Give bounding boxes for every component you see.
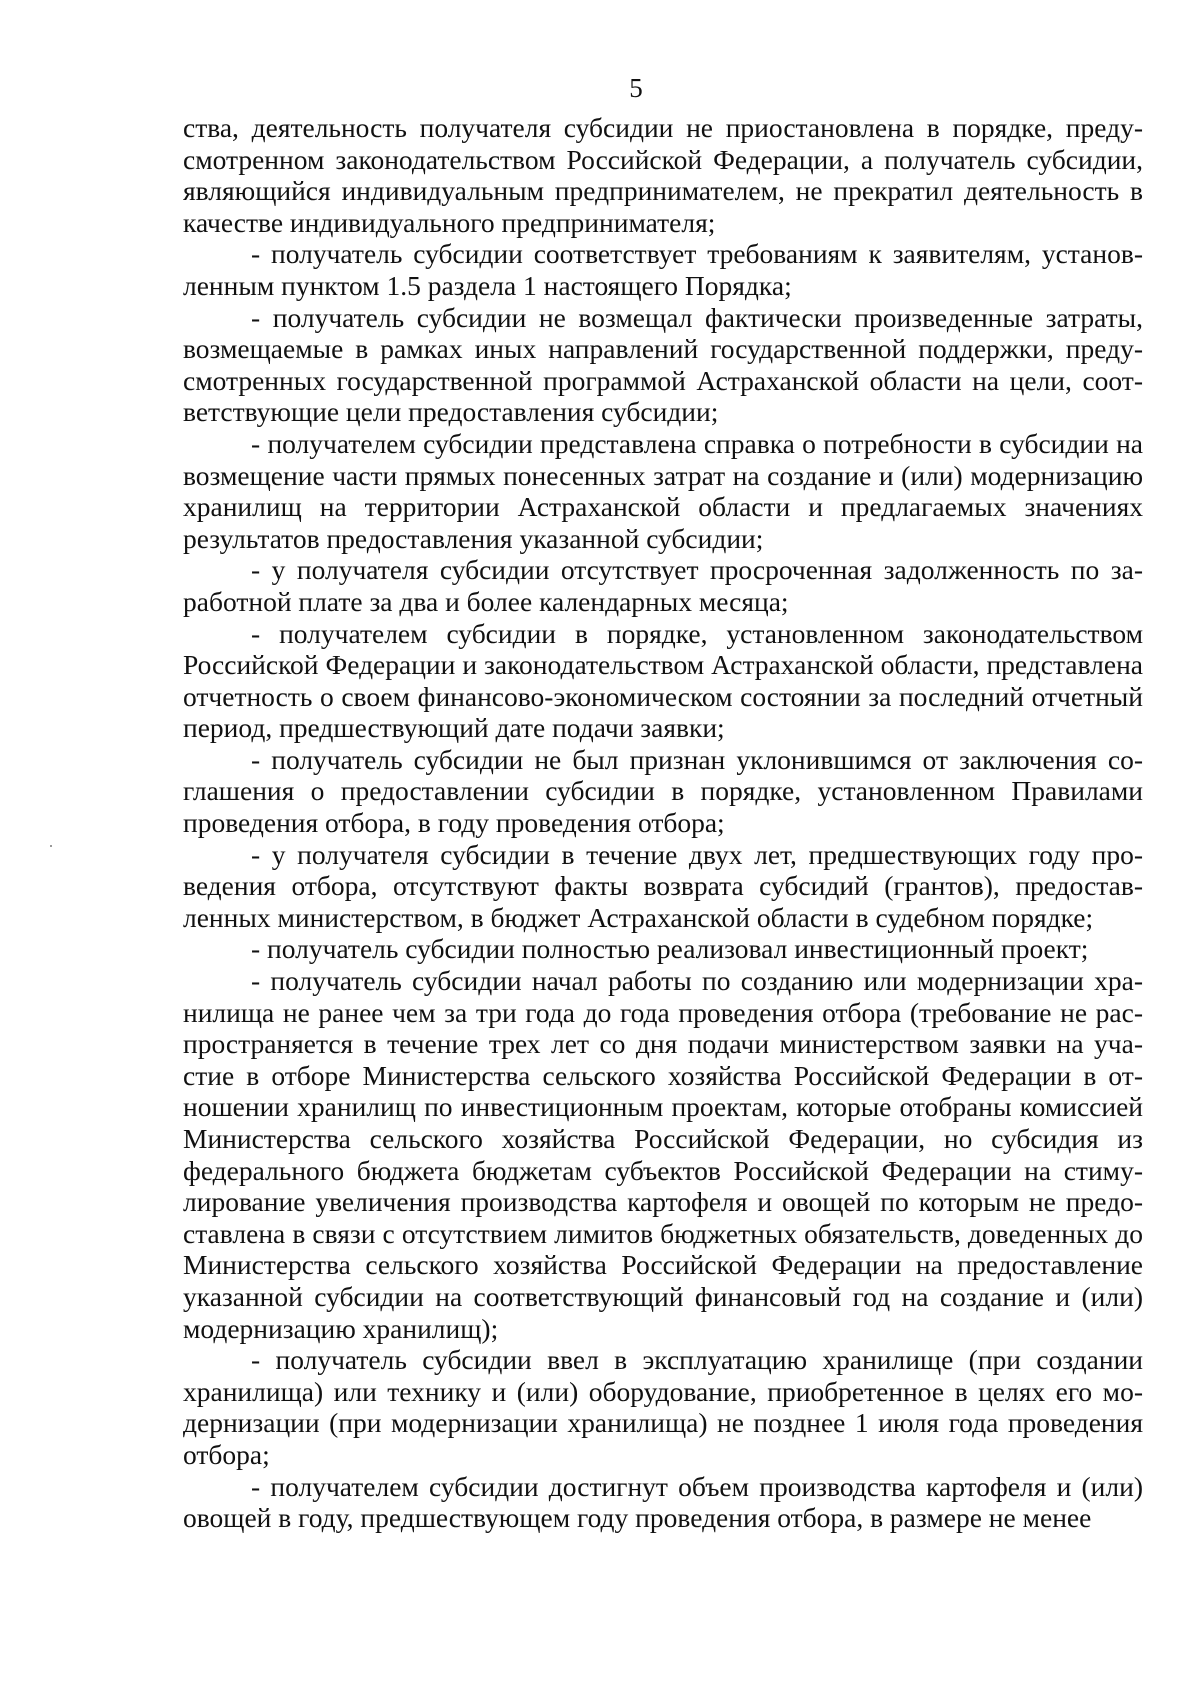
paragraph-financial-reporting: - получателем субсидии в порядке, установленном законодательством Российской Федерации и законодательством Астраханской области, представлена отчетность о своем финансово-экономическом состоянии за последний отчетный период, предшествующий дате подачи заявки;: [183, 617, 1143, 744]
paragraph-no-wage-arrears: - у получателя субсидии отсутствует просроченная задолженность по заработной плате за два и более календарных месяца;: [183, 554, 1143, 617]
scan-artifact: [50, 845, 52, 847]
paragraph-continuation: ства, деятельность получателя субсидии не приостановлена в порядке, предусмотренном законодательством Российской Федерации, а получатель субсидии, являющийся индивидуальным предпринимателем, не прекратил деятельность в качестве индивидуального предпринимателя;: [183, 112, 1143, 238]
paragraph-project-implemented: - получатель субсидии полностью реализовал инвестиционный проект;: [251, 933, 1089, 965]
paragraph-commissioning: - получатель субсидии ввел в эксплуатацию хранилище (при создании хранилища) или технику и (или) оборудование, приобретенное в целях его модернизации (при модернизации хранилища) не позднее 1 июля года проведения отбора;: [183, 1344, 1143, 1470]
document-body: [183, 112, 1143, 1534]
page-number: 5: [629, 73, 643, 103]
paragraph-not-evaded-agreement: - получатель субсидии не был признан уклонившимся от заключения соглашения о предоставлении субсидии в порядке, установленном Правилами проведения отбора, в году проведения отбора;: [183, 743, 1143, 839]
paragraph-no-double-compensation: - получатель субсидии не возмещал фактически произведенные затраты, возмещаемые в рамках иных направлений государственной поддержки, предусмотренных государственной программой Астраханской области на цели, соответствующие цели предоставления субсидии;: [183, 301, 1143, 428]
paragraph-works-start-date: - получатель субсидии начал работы по созданию или модернизации хранилища не ранее чем за три года до года проведения отбора (требование не распространяется в течение трех лет со дня подачи министерством заявки на участие в отборе Министерства сельского хозяйства Российской Федерации в отношении хранилищ по инвестиционным проектам, которые отобраны комиссией Министерства сельского хозяйства Российской Федерации, но субсидия из федерального бюджета бюджетам субъектов Российской Федерации на стимулирование увеличения производства картофеля и овощей по которым не предоставлена в связи с отсутствием лимитов бюджетных обязательств, доведенных до Министерства сельского хозяйства Российской Федерации на предоставление указанной субсидии на соответствующий финансовый год на создание и (или) модернизацию хранилищ);: [183, 965, 1143, 1344]
paragraph-no-subsidy-returns: - у получателя субсидии в течение двух лет, предшествующих году проведения отбора, отсутствуют факты возврата субсидий (грантов), предоставленных министерством, в бюджет Астраханской области в судебном порядке;: [183, 838, 1143, 933]
paragraph-requirements-compliance: - получатель субсидии соответствует требованиям к заявителям, установленным пунктом 1.5 раздела 1 настоящего Порядка;: [183, 238, 1143, 301]
paragraph-production-volume: - получателем субсидии достигнут объем производства картофеля и (или) овощей в году, предшествующем году проведения отбора, в размере не менее: [183, 1470, 1143, 1534]
paragraph-subsidy-need-certificate: - получателем субсидии представлена справка о потребности в субсидии на возмещение части прямых понесенных затрат на создание и (или) модернизацию хранилищ на территории Астраханской области и предлагаемых значениях результатов предоставления указанной субсидии;: [183, 427, 1143, 554]
